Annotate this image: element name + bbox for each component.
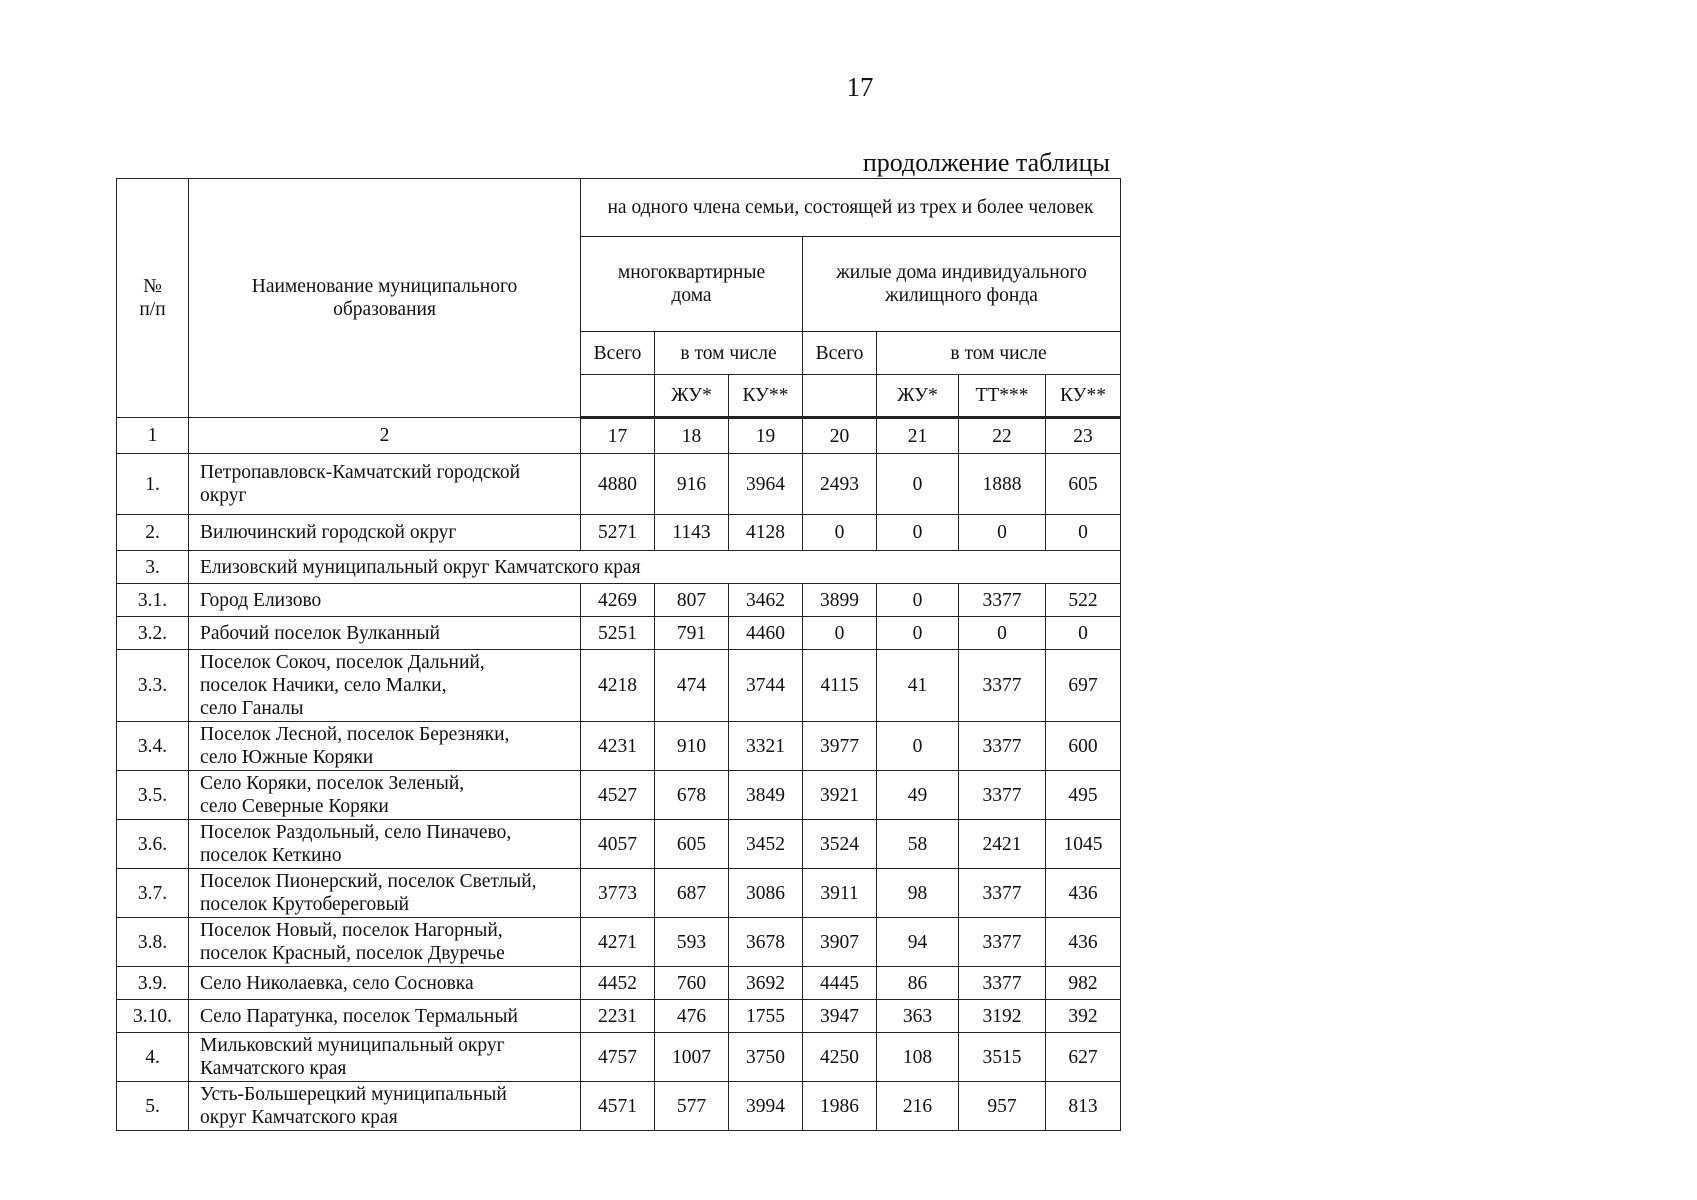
value-cell: 3377 <box>959 584 1046 617</box>
value-cell: 3377 <box>959 650 1046 722</box>
header-ku: КУ** <box>729 375 803 418</box>
value-cell: 678 <box>655 771 729 820</box>
row-number: 2. <box>117 515 189 551</box>
row-number: 3.10. <box>117 1000 189 1033</box>
value-cell: 4250 <box>803 1033 877 1082</box>
column-number: 1 <box>117 418 189 454</box>
value-cell: 94 <box>877 918 959 967</box>
value-cell: 49 <box>877 771 959 820</box>
value-cell: 41 <box>877 650 959 722</box>
value-cell: 916 <box>655 454 729 515</box>
value-cell: 3921 <box>803 771 877 820</box>
value-cell: 1888 <box>959 454 1046 515</box>
value-cell: 2231 <box>581 1000 655 1033</box>
header-zhu: ЖУ* <box>655 375 729 418</box>
value-cell: 0 <box>877 722 959 771</box>
column-number-row <box>117 418 1121 454</box>
table-row <box>117 454 1121 515</box>
header-group: на одного члена семьи, состоящей из трех и более человек <box>581 179 1121 237</box>
table-row <box>117 650 1121 722</box>
municipality-name: Поселок Лесной, поселок Березняки, село Южные Коряки <box>189 722 581 771</box>
value-cell: 3692 <box>729 967 803 1000</box>
value-cell: 4571 <box>581 1082 655 1131</box>
row-number: 3.1. <box>117 584 189 617</box>
value-cell: 3377 <box>959 722 1046 771</box>
value-cell: 474 <box>655 650 729 722</box>
header-zhu: ЖУ* <box>877 375 959 418</box>
value-cell: 58 <box>877 820 959 869</box>
row-number: 1. <box>117 454 189 515</box>
header-empty-cell <box>581 375 655 418</box>
value-cell: 3377 <box>959 967 1046 1000</box>
value-cell: 0 <box>877 454 959 515</box>
value-cell: 0 <box>877 617 959 650</box>
municipality-name: Село Коряки, поселок Зеленый, село Северные Коряки <box>189 771 581 820</box>
value-cell: 3377 <box>959 918 1046 967</box>
table-row <box>117 1000 1121 1033</box>
table-row <box>117 1082 1121 1131</box>
column-number: 20 <box>803 418 877 454</box>
value-cell: 0 <box>803 617 877 650</box>
header-including: в том числе <box>877 332 1121 375</box>
table-row <box>117 918 1121 967</box>
value-cell: 1755 <box>729 1000 803 1033</box>
value-cell: 4271 <box>581 918 655 967</box>
page-number: 17 <box>846 72 874 102</box>
value-cell: 216 <box>877 1082 959 1131</box>
municipality-name: Мильковский муниципальный округ Камчатского края <box>189 1033 581 1082</box>
column-number: 21 <box>877 418 959 454</box>
housing-table <box>116 178 1121 1131</box>
value-cell: 3907 <box>803 918 877 967</box>
table-row <box>117 617 1121 650</box>
table-row <box>117 967 1121 1000</box>
row-number: 3.5. <box>117 771 189 820</box>
value-cell: 0 <box>1046 617 1121 650</box>
municipality-name: Поселок Пионерский, поселок Светлый, поселок Крутобереговый <box>189 869 581 918</box>
municipality-name: Рабочий поселок Вулканный <box>189 617 581 650</box>
row-number: 5. <box>117 1082 189 1131</box>
value-cell: 2421 <box>959 820 1046 869</box>
value-cell: 476 <box>655 1000 729 1033</box>
municipality-name: Город Елизово <box>189 584 581 617</box>
table-row <box>117 869 1121 918</box>
value-cell: 605 <box>655 820 729 869</box>
value-cell: 3462 <box>729 584 803 617</box>
value-cell: 0 <box>803 515 877 551</box>
value-cell: 3899 <box>803 584 877 617</box>
value-cell: 0 <box>959 515 1046 551</box>
value-cell: 4757 <box>581 1033 655 1082</box>
value-cell: 86 <box>877 967 959 1000</box>
value-cell: 0 <box>959 617 1046 650</box>
value-cell: 392 <box>1046 1000 1121 1033</box>
column-number: 17 <box>581 418 655 454</box>
table-row <box>117 820 1121 869</box>
municipality-name: Поселок Раздольный, село Пиначево, поселок Кеткино <box>189 820 581 869</box>
value-cell: 363 <box>877 1000 959 1033</box>
value-cell: 3977 <box>803 722 877 771</box>
table-row <box>117 722 1121 771</box>
value-cell: 3744 <box>729 650 803 722</box>
header-tt: ТТ*** <box>959 375 1046 418</box>
column-number: 19 <box>729 418 803 454</box>
value-cell: 3377 <box>959 771 1046 820</box>
value-cell: 98 <box>877 869 959 918</box>
table-row <box>117 1033 1121 1082</box>
value-cell: 807 <box>655 584 729 617</box>
value-cell: 3964 <box>729 454 803 515</box>
row-number: 3. <box>117 551 189 584</box>
table-row <box>117 515 1121 551</box>
value-cell: 4128 <box>729 515 803 551</box>
row-number: 3.8. <box>117 918 189 967</box>
value-cell: 3377 <box>959 869 1046 918</box>
value-cell: 3192 <box>959 1000 1046 1033</box>
value-cell: 3773 <box>581 869 655 918</box>
value-cell: 3452 <box>729 820 803 869</box>
value-cell: 3515 <box>959 1033 1046 1082</box>
value-cell: 1045 <box>1046 820 1121 869</box>
header-including: в том числе <box>655 332 803 375</box>
value-cell: 0 <box>1046 515 1121 551</box>
value-cell: 4880 <box>581 454 655 515</box>
row-number: 3.4. <box>117 722 189 771</box>
value-cell: 4269 <box>581 584 655 617</box>
value-cell: 3524 <box>803 820 877 869</box>
table-row <box>117 584 1121 617</box>
value-cell: 4527 <box>581 771 655 820</box>
value-cell: 108 <box>877 1033 959 1082</box>
value-cell: 4231 <box>581 722 655 771</box>
value-cell: 0 <box>877 515 959 551</box>
value-cell: 593 <box>655 918 729 967</box>
header-total: Всего <box>581 332 655 375</box>
value-cell: 3994 <box>729 1082 803 1131</box>
row-number: 4. <box>117 1033 189 1082</box>
table-continuation-caption: продолжение таблицы <box>862 148 1110 177</box>
value-cell: 760 <box>655 967 729 1000</box>
value-cell: 5251 <box>581 617 655 650</box>
value-cell: 3086 <box>729 869 803 918</box>
value-cell: 5271 <box>581 515 655 551</box>
municipality-name: Петропавловск-Камчатский городской округ <box>189 454 581 515</box>
value-cell: 605 <box>1046 454 1121 515</box>
value-cell: 4057 <box>581 820 655 869</box>
section-row <box>117 551 1121 584</box>
value-cell: 791 <box>655 617 729 650</box>
municipality-name: Село Паратунка, поселок Термальный <box>189 1000 581 1033</box>
value-cell: 910 <box>655 722 729 771</box>
row-number: 3.3. <box>117 650 189 722</box>
value-cell: 4445 <box>803 967 877 1000</box>
municipality-name: Поселок Сокоч, поселок Дальний, поселок Начики, село Малки, село Ганалы <box>189 650 581 722</box>
header-apartments: многоквартирные дома <box>581 237 803 332</box>
header-total: Всего <box>803 332 877 375</box>
value-cell: 4115 <box>803 650 877 722</box>
row-number: 3.7. <box>117 869 189 918</box>
value-cell: 0 <box>877 584 959 617</box>
value-cell: 813 <box>1046 1082 1121 1131</box>
row-number: 3.9. <box>117 967 189 1000</box>
row-number: 3.2. <box>117 617 189 650</box>
value-cell: 600 <box>1046 722 1121 771</box>
header-ku: КУ** <box>1046 375 1121 418</box>
value-cell: 982 <box>1046 967 1121 1000</box>
value-cell: 436 <box>1046 869 1121 918</box>
value-cell: 436 <box>1046 918 1121 967</box>
municipality-name: Село Николаевка, село Сосновка <box>189 967 581 1000</box>
value-cell: 957 <box>959 1082 1046 1131</box>
value-cell: 2493 <box>803 454 877 515</box>
header-empty-cell <box>803 375 877 418</box>
municipality-name: Усть-Большерецкий муниципальный округ Камчатского края <box>189 1082 581 1131</box>
value-cell: 1143 <box>655 515 729 551</box>
column-number: 2 <box>189 418 581 454</box>
column-number: 18 <box>655 418 729 454</box>
header-number: № п/п <box>117 179 189 418</box>
value-cell: 3911 <box>803 869 877 918</box>
header-name: Наименование муниципального образования <box>189 179 581 418</box>
value-cell: 522 <box>1046 584 1121 617</box>
row-number: 3.6. <box>117 820 189 869</box>
value-cell: 1986 <box>803 1082 877 1131</box>
header-private-houses: жилые дома индивидуального жилищного фонда <box>803 237 1121 332</box>
value-cell: 4460 <box>729 617 803 650</box>
municipality-name: Вилючинский городской округ <box>189 515 581 551</box>
table-row <box>117 771 1121 820</box>
value-cell: 4218 <box>581 650 655 722</box>
column-number: 22 <box>959 418 1046 454</box>
value-cell: 4452 <box>581 967 655 1000</box>
value-cell: 495 <box>1046 771 1121 820</box>
value-cell: 3321 <box>729 722 803 771</box>
value-cell: 697 <box>1046 650 1121 722</box>
column-number: 23 <box>1046 418 1121 454</box>
value-cell: 3849 <box>729 771 803 820</box>
value-cell: 1007 <box>655 1033 729 1082</box>
value-cell: 3678 <box>729 918 803 967</box>
value-cell: 3947 <box>803 1000 877 1033</box>
value-cell: 3750 <box>729 1033 803 1082</box>
value-cell: 577 <box>655 1082 729 1131</box>
municipality-name: Поселок Новый, поселок Нагорный, поселок Красный, поселок Двуречье <box>189 918 581 967</box>
value-cell: 687 <box>655 869 729 918</box>
value-cell: 627 <box>1046 1033 1121 1082</box>
section-title: Елизовский муниципальный округ Камчатского края <box>189 551 1121 584</box>
